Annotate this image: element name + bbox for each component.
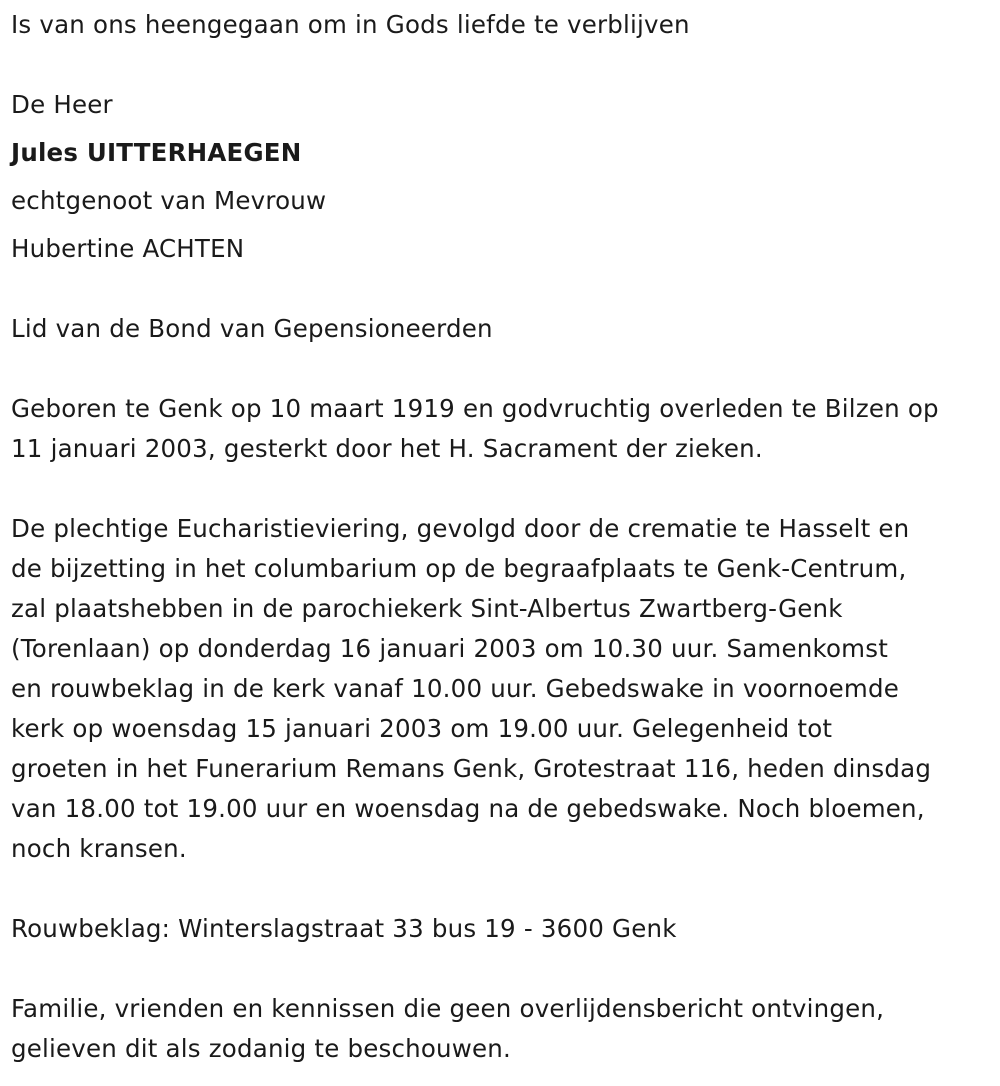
condolence-address: Rouwbeklag: Winterslagstraat 33 bus 19 - 3600 Genk [11,914,677,943]
salutation: De Heer [11,90,113,119]
closing-line: gelieven dit als zodanig te beschouwen. [11,1034,512,1063]
deceased-name: Jules UITTERHAEGEN [11,138,302,167]
spouse-line-2: Hubertine ACHTEN [11,234,245,263]
birth-death-line: 11 januari 2003, gesterkt door het H. Sacrament der zieken. [11,434,763,463]
ceremony-line: de bijzetting in het columbarium op de begraafplaats te Genk-Centrum, [11,554,907,583]
ceremony-line: groeten in het Funerarium Remans Genk, Grotestraat 116, heden dinsdag [11,754,932,783]
birth-death-line: Geboren te Genk op 10 maart 1919 en godvruchtig overleden te Bilzen op [11,394,939,423]
spouse-line-1: echtgenoot van Mevrouw [11,186,327,215]
ceremony-line: kerk op woensdag 15 januari 2003 om 19.00 uur. Gelegenheid tot [11,714,833,743]
ceremony-line: (Torenlaan) op donderdag 16 januari 2003 om 10.30 uur. Samenkomst [11,634,889,663]
closing-line: Familie, vrienden en kennissen die geen overlijdensbericht ontvingen, [11,994,885,1023]
membership-text: Lid van de Bond van Gepensioneerden [11,314,493,343]
ceremony-line: De plechtige Eucharistieviering, gevolgd door de crematie te Hasselt en [11,514,910,543]
ceremony-line: noch kransen. [11,834,187,863]
ceremony-line: en rouwbeklag in de kerk vanaf 10.00 uur. Gebedswake in voornoemde [11,674,900,703]
intro-text: Is van ons heengegaan om in Gods liefde te verblijven [11,10,690,39]
ceremony-line: zal plaatshebben in de parochiekerk Sint-Albertus Zwartberg-Genk [11,594,843,623]
ceremony-line: van 18.00 tot 19.00 uur en woensdag na de gebedswake. Noch bloemen, [11,794,925,823]
